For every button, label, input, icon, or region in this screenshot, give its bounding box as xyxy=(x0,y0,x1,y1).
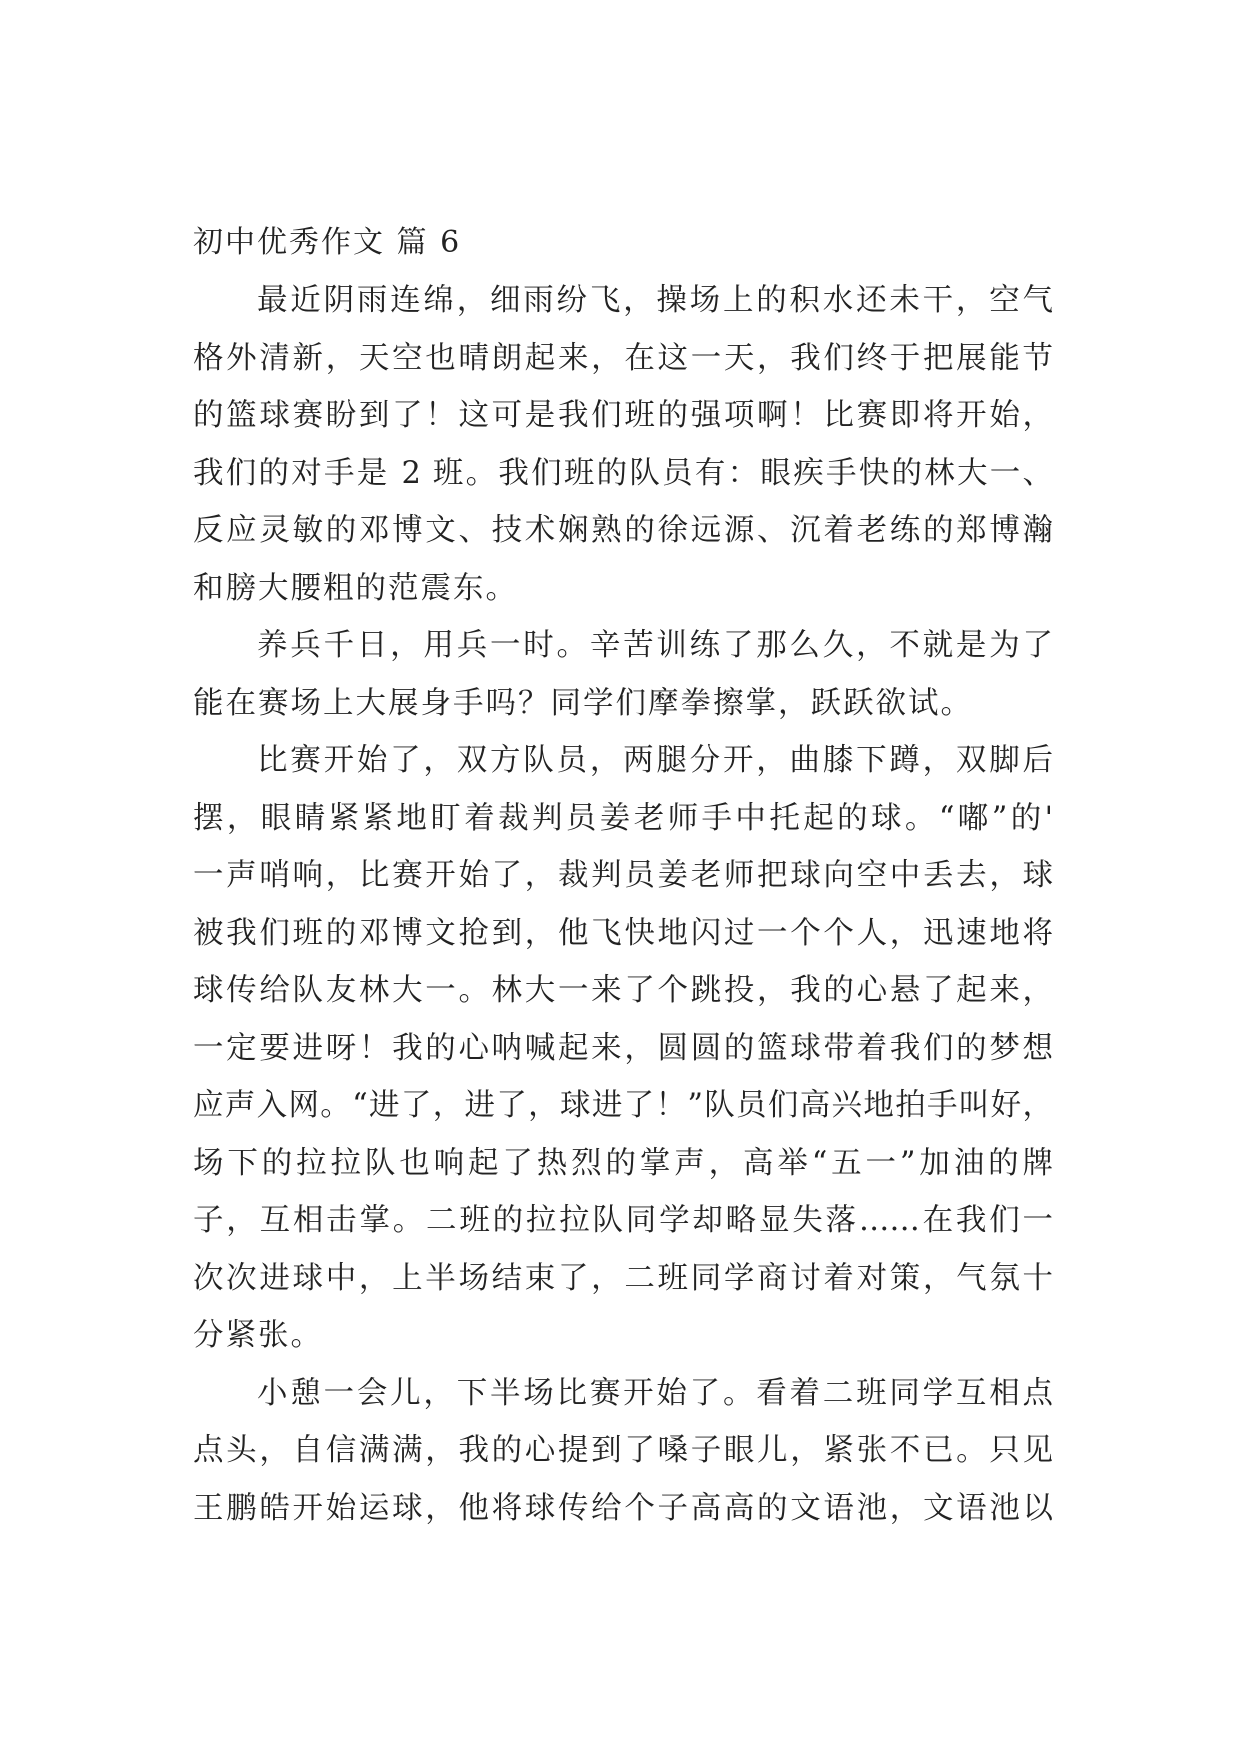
text-line: 一定要进呀！我的心呐喊起来，圆圆的篮球带着我们的梦想 xyxy=(193,1030,1053,1066)
paragraph xyxy=(193,617,1053,732)
text-line: 我们的对手是 2 班。我们班的队员有：眼疾手快的林大一、 xyxy=(193,455,1053,491)
text-line: 格外清新，天空也晴朗起来，在这一天，我们终于把展能节 xyxy=(193,340,1053,376)
document-body xyxy=(193,221,1053,1537)
text-line: 次次进球中，上半场结束了，二班同学商讨着对策，气氛十 xyxy=(193,1260,1053,1296)
text-line: 场下的拉拉队也响起了热烈的掌声，高举“五一”加油的牌 xyxy=(193,1145,1053,1181)
text-line: 一声哨响，比赛开始了，裁判员姜老师把球向空中丢去，球 xyxy=(193,858,1053,893)
text-line: 能在赛场上大展身手吗？同学们摩拳擦掌，跃跃欲试。 xyxy=(193,685,973,721)
text-line: 和膀大腰粗的范震东。 xyxy=(193,570,518,606)
paragraph xyxy=(193,1365,1053,1538)
paragraph xyxy=(193,732,1053,1365)
text-line: 点头，自信满满，我的心提到了嗓子眼儿，紧张不已。只见 xyxy=(193,1433,1053,1468)
text-line: 反应灵敏的邓博文、技术娴熟的徐远源、沉着老练的郑博瀚 xyxy=(193,513,1053,548)
text-line: 摆，眼睛紧紧地盯着裁判员姜老师手中托起的球。“嘟”的' xyxy=(193,800,1053,836)
document-title: 初中优秀作文 篇 6 xyxy=(193,225,462,260)
text-line: 养兵千日，用兵一时。辛苦训练了那么久，不就是为了 xyxy=(257,628,1053,663)
paragraph xyxy=(193,272,1053,617)
text-line: 的篮球赛盼到了！这可是我们班的强项啊！比赛即将开始， xyxy=(193,398,1053,433)
text-line: 子，互相击掌。二班的拉拉队同学却略显失落……在我们一 xyxy=(193,1203,1053,1238)
text-line: 小憩一会儿，下半场比赛开始了。看着二班同学互相点 xyxy=(257,1375,1053,1411)
text-line: 分紧张。 xyxy=(193,1318,323,1353)
text-line: 王鹏皓开始运球，他将球传给个子高高的文语池，文语池以 xyxy=(193,1490,1053,1526)
text-line: 最近阴雨连绵，细雨纷飞，操场上的积水还未干，空气 xyxy=(257,283,1053,318)
text-line: 应声入网。“进了，进了，球进了！”队员们高兴地拍手叫好， xyxy=(193,1088,1053,1123)
text-line: 被我们班的邓博文抢到，他飞快地闪过一个个人，迅速地将 xyxy=(193,915,1053,951)
text-line: 球传给队友林大一。林大一来了个跳投，我的心悬了起来， xyxy=(193,973,1053,1008)
text-line: 比赛开始了，双方队员，两腿分开，曲膝下蹲，双脚后 xyxy=(257,743,1053,778)
